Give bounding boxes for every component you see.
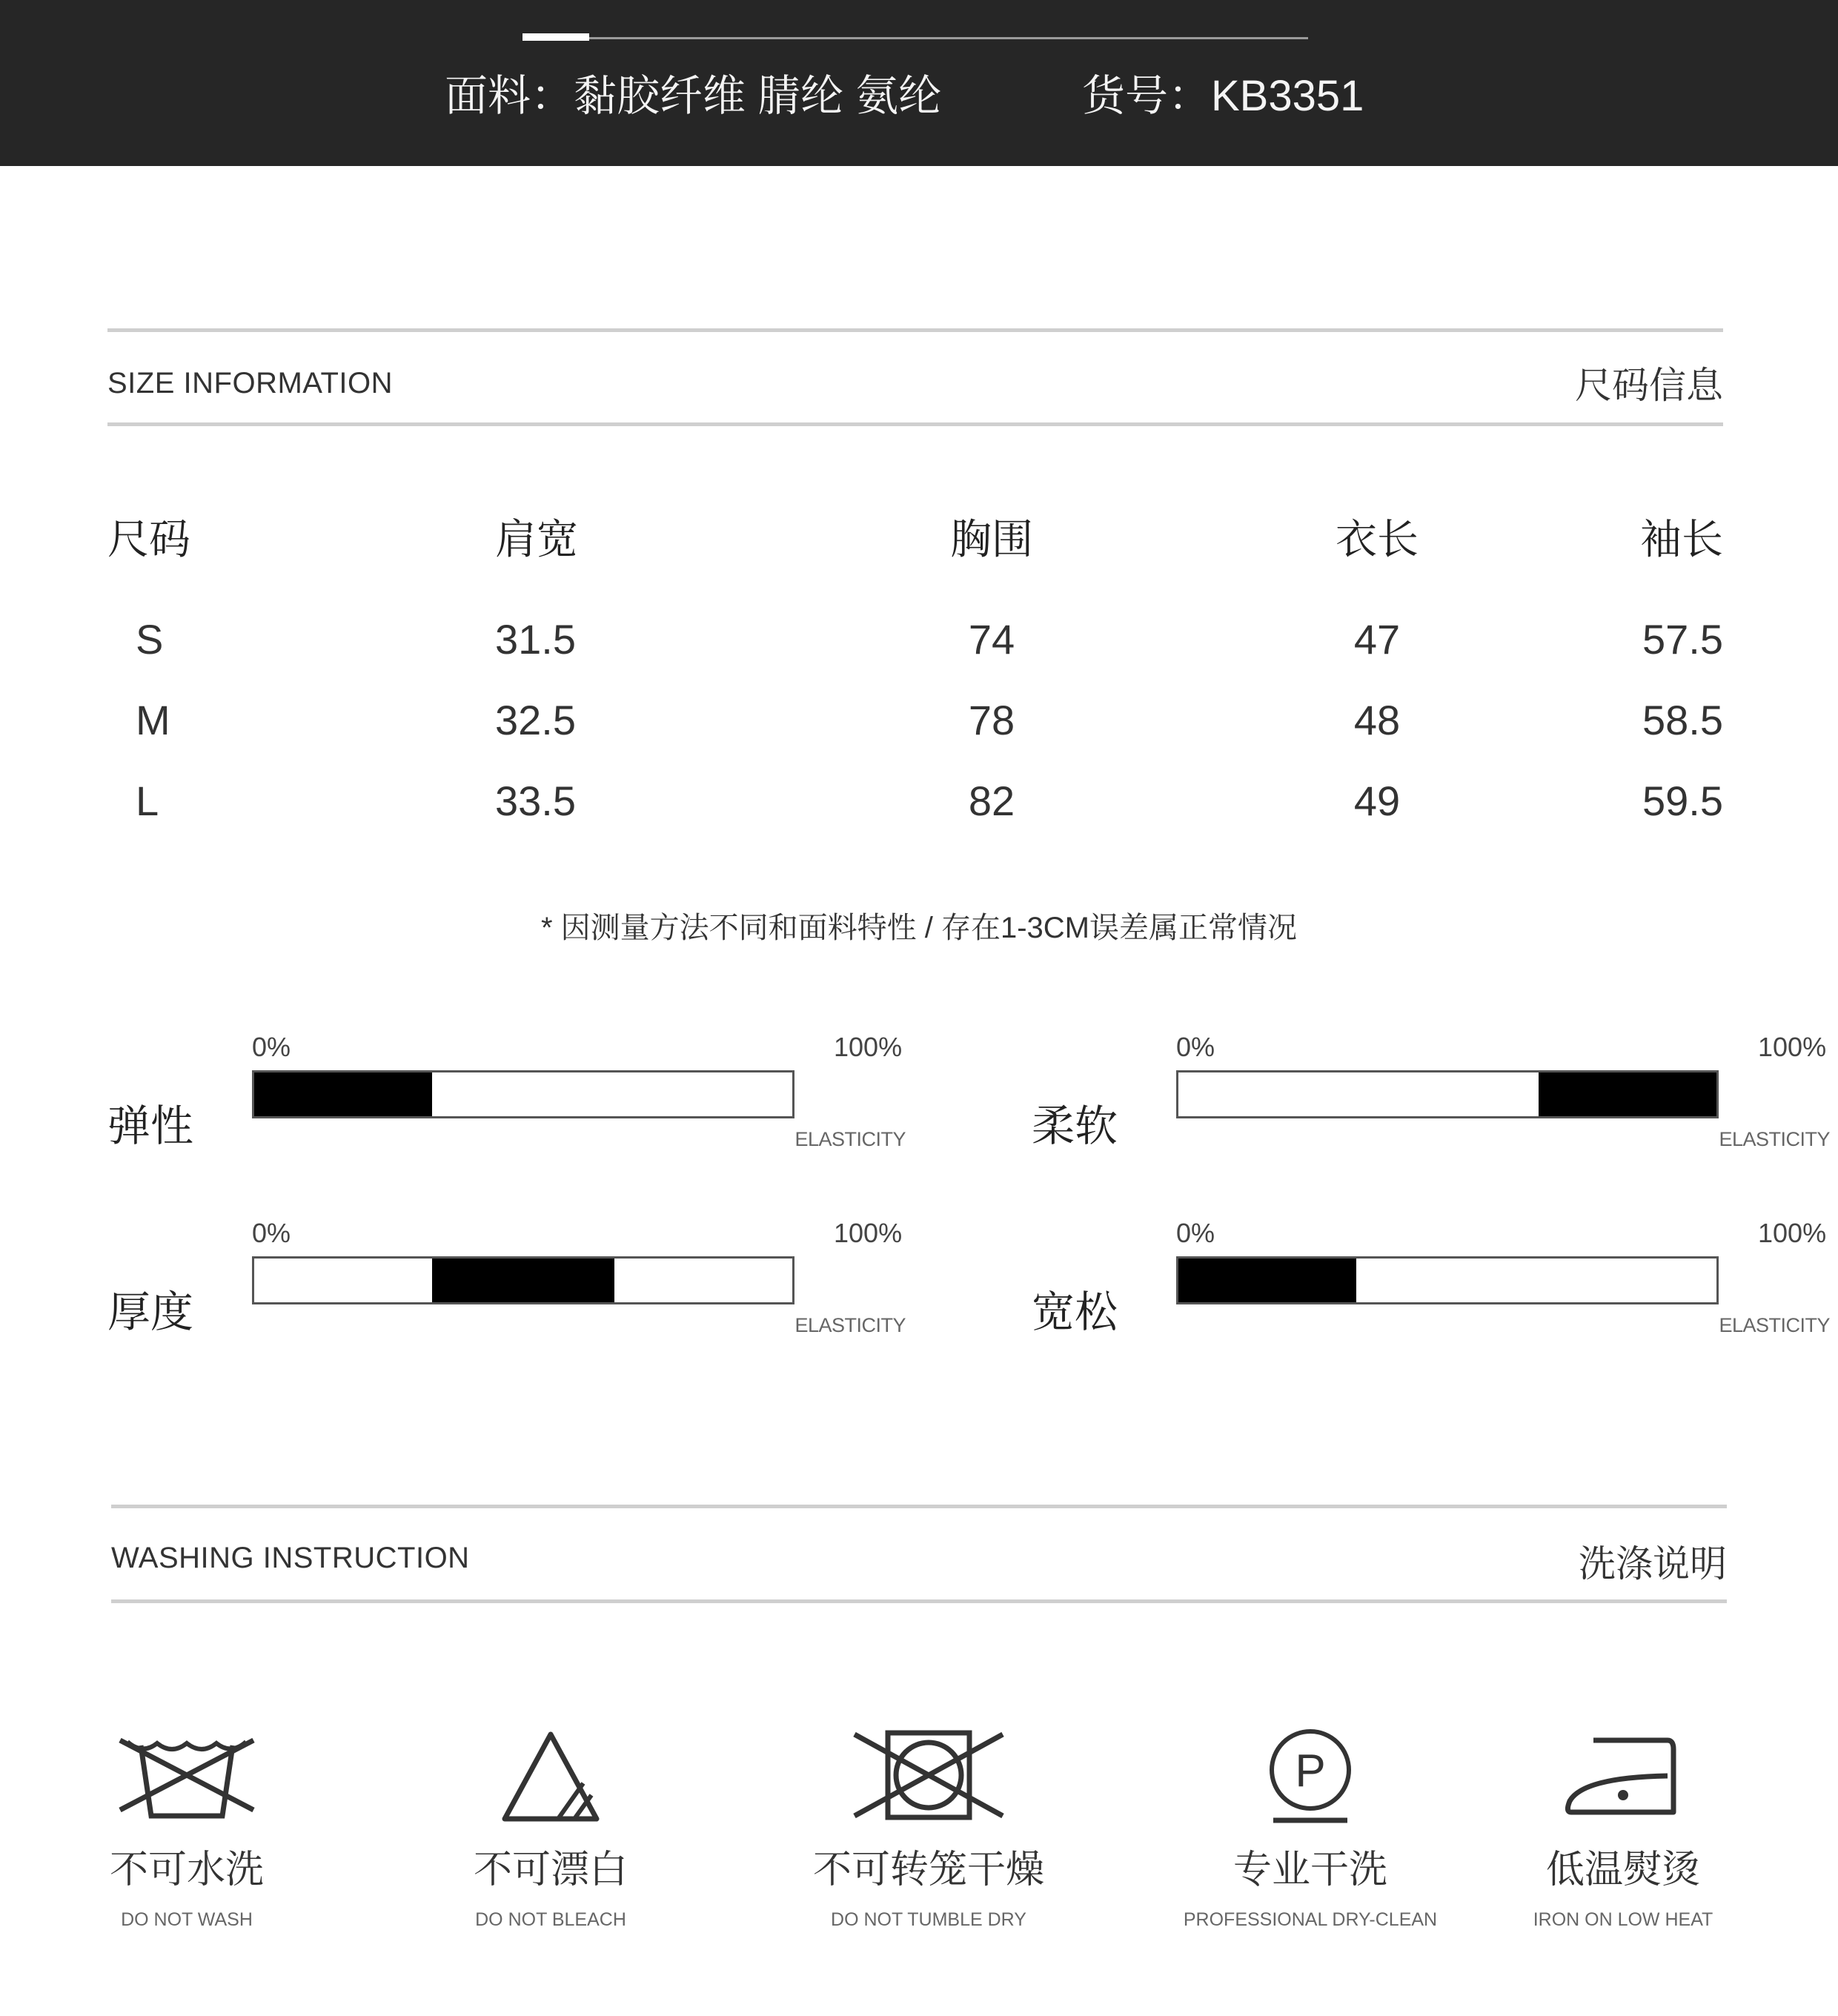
header-shoulder: 肩宽 (495, 516, 578, 563)
scale-min-label: 0% (252, 1032, 291, 1062)
banner-cutoff-title (467, 0, 1371, 9)
scale-bar (252, 1070, 794, 1118)
table-cell: 74 (968, 616, 1015, 663)
table-cell: 48 (1353, 697, 1401, 743)
header-sleeve: 袖长 (1640, 516, 1723, 563)
svg-text:P: P (1295, 1745, 1326, 1797)
divider (107, 328, 1723, 332)
table-cell: 31.5 (495, 616, 576, 663)
scale-bar (1176, 1070, 1719, 1118)
size-table (107, 497, 1723, 841)
care-item-no-bleach (388, 1727, 714, 1964)
care-label-en: DO NOT WASH (121, 1909, 253, 1930)
dry-clean-icon (1207, 1727, 1414, 1823)
care-label-en: DO NOT BLEACH (475, 1909, 626, 1930)
scale-elasticity (107, 1032, 923, 1202)
care-label-en: DO NOT TUMBLE DRY (831, 1909, 1026, 1930)
scale-fill (254, 1072, 432, 1116)
table-cell: 78 (968, 697, 1015, 743)
size-section-title-en: SIZE INFORMATION (107, 367, 394, 399)
size-note: * 因测量方法不同和面料特性 / 存在1-3CM误差属正常情况 (540, 912, 1298, 944)
care-label-cn: 不可转笼干燥 (812, 1848, 1044, 1891)
care-label-cn: 不可水洗 (109, 1848, 264, 1891)
table-cell: 32.5 (495, 697, 576, 743)
scale-thickness (107, 1218, 923, 1388)
table-cell: 57.5 (1642, 616, 1723, 663)
scale-caption: ELASTICITY (1719, 1314, 1830, 1336)
no-tumble-dry-icon (825, 1727, 1032, 1823)
table-cell: L (136, 777, 159, 824)
care-label-cn: 专业干洗 (1232, 1848, 1387, 1891)
scale-fill (1178, 1259, 1356, 1302)
scale-bar (252, 1256, 794, 1304)
care-label-en: IRON ON LOW HEAT (1533, 1909, 1713, 1930)
scale-min-label: 0% (1176, 1032, 1215, 1062)
scale-fill (1539, 1072, 1716, 1116)
fabric-label: 面料：黏胶纤维 腈纶 氨纶 (445, 72, 942, 120)
sku-label: 货号：KB3351 (1082, 72, 1364, 120)
care-item-dry-clean (1147, 1727, 1473, 1964)
header-chest: 胸围 (950, 516, 1033, 563)
scale-label: 宽松 (1032, 1288, 1118, 1336)
scale-max-label: 100% (1758, 1218, 1827, 1248)
no-bleach-icon (447, 1727, 654, 1823)
divider (111, 1505, 1727, 1508)
scale-label: 柔软 (1032, 1102, 1118, 1150)
banner-divider-accent (522, 33, 589, 41)
wash-section-title-en: WASHING INSTRUCTION (111, 1542, 470, 1574)
care-item-no-wash (24, 1727, 350, 1964)
scale-label: 弹性 (107, 1102, 194, 1150)
care-label-cn: 低温熨烫 (1545, 1848, 1700, 1891)
header-length: 衣长 (1336, 516, 1419, 563)
divider (111, 1599, 1727, 1603)
scale-max-label: 100% (834, 1218, 903, 1248)
table-row (107, 599, 1723, 680)
table-cell: 47 (1353, 616, 1401, 663)
care-label-cn: 不可漂白 (473, 1848, 628, 1891)
size-section-title-cn: 尺码信息 (1575, 365, 1723, 406)
no-wash-icon (83, 1727, 291, 1823)
wash-section-title-cn: 洗涤说明 (1579, 1543, 1727, 1585)
top-banner (0, 0, 1838, 166)
size-table-header-row (107, 497, 1723, 577)
scale-min-label: 0% (252, 1218, 291, 1248)
scale-looseness (1032, 1218, 1838, 1388)
table-cell: M (136, 697, 170, 743)
table-cell: 59.5 (1642, 777, 1723, 824)
scale-caption: ELASTICITY (794, 1314, 906, 1336)
table-cell: 49 (1353, 777, 1401, 824)
table-row (107, 760, 1723, 841)
scale-max-label: 100% (1758, 1032, 1827, 1062)
care-item-no-tumble-dry (766, 1727, 1092, 1964)
header-size: 尺码 (107, 516, 190, 563)
scale-caption: ELASTICITY (1719, 1128, 1830, 1150)
scale-softness (1032, 1032, 1838, 1202)
scale-caption: ELASTICITY (794, 1128, 906, 1150)
scale-label: 厚度 (107, 1288, 194, 1336)
iron-low-icon (1519, 1727, 1727, 1823)
table-cell: 82 (968, 777, 1015, 824)
scale-max-label: 100% (834, 1032, 903, 1062)
care-item-iron-low (1460, 1727, 1786, 1964)
banner-divider (522, 37, 1308, 39)
table-row (107, 680, 1723, 760)
scale-bar (1176, 1256, 1719, 1304)
scale-fill (432, 1259, 615, 1302)
table-cell: 58.5 (1642, 697, 1723, 743)
scale-min-label: 0% (1176, 1218, 1215, 1248)
table-cell: 33.5 (495, 777, 576, 824)
care-label-en: PROFESSIONAL DRY-CLEAN (1183, 1909, 1438, 1930)
divider (107, 422, 1723, 426)
table-cell: S (136, 616, 164, 663)
